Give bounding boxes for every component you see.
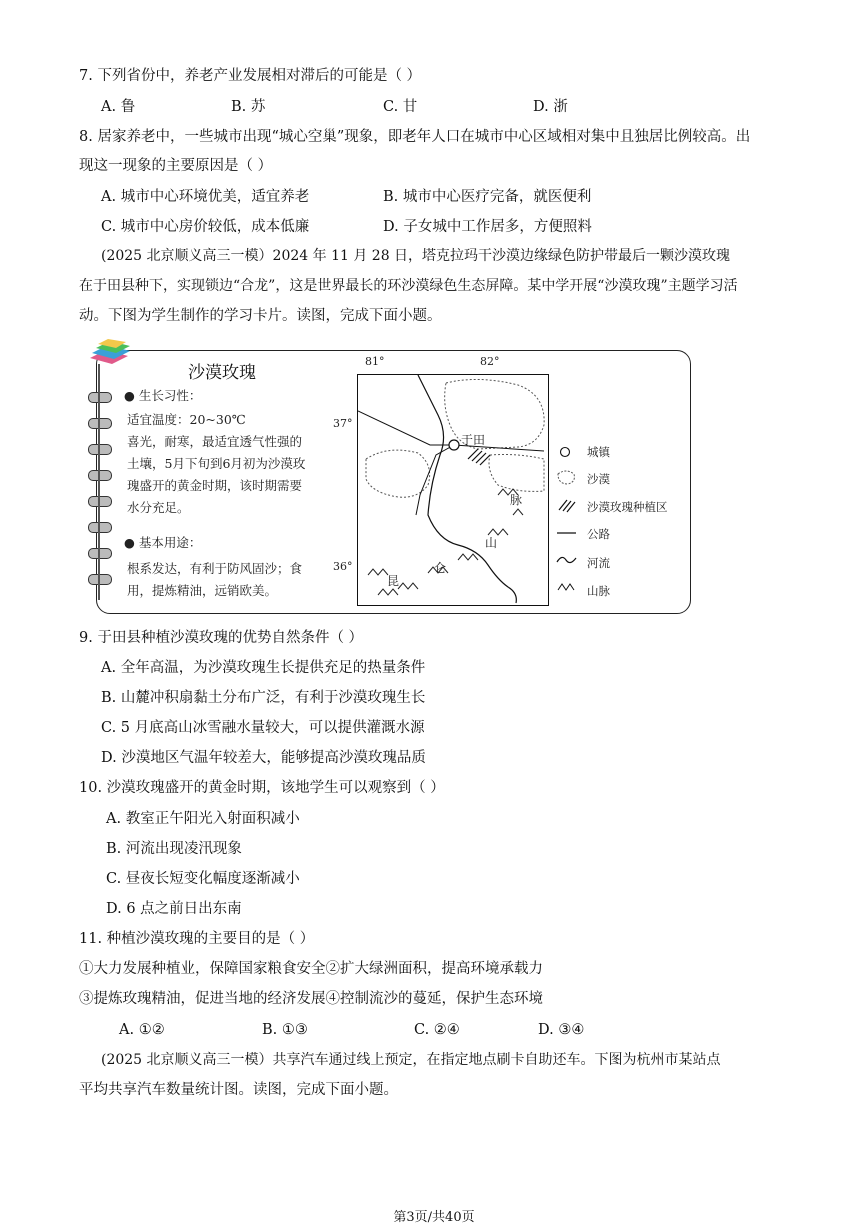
binder-ring	[88, 470, 112, 481]
section1-heading: ● 生长习性：	[124, 388, 202, 403]
desert-area	[445, 379, 544, 449]
mountain-label: 脉	[510, 493, 523, 507]
q9-option-c: C. 5 月底高山冰雪融水量较大，可以提供灌溉水源	[101, 720, 425, 736]
section2-line: 用，提炼精油，远销欧美。	[127, 583, 278, 598]
road-line	[358, 411, 454, 445]
town-marker	[449, 440, 459, 450]
q11-statements-line2: ③提炼玫瑰精油，促进当地的经济发展④控制流沙的蔓延，保护生态环境	[79, 991, 543, 1007]
section1-line: 喜光，耐寒，最适宜透气性强的	[127, 434, 303, 449]
q7-stem: 7. 下列省份中，养老产业发展相对滞后的可能是（ ）	[79, 68, 422, 84]
mountain-label: 山	[485, 536, 498, 550]
legend-label-planting: 沙漠玫瑰种植区	[587, 500, 668, 514]
lat-label-36: 36°	[333, 560, 353, 573]
q9-option-b: B. 山麓冲积扇黏土分布广泛，有利于沙漠玫瑰生长	[101, 690, 426, 706]
intro2-line1: (2025 北京顺义高三一模）共享汽车通过线上预定，在指定地点刷卡自助还车。下图为杭州市某站点	[101, 1052, 721, 1068]
q11-option-b: B. ①③	[262, 1022, 308, 1038]
q7-option-b: B. 苏	[231, 99, 266, 115]
lat-label-37: 37°	[333, 417, 353, 430]
intro1-line3: 动。下图为学生制作的学习卡片。读图，完成下面小题。	[79, 308, 442, 324]
q7-option-c: C. 甘	[383, 99, 418, 115]
books-icon	[86, 338, 132, 368]
q9-option-a: A. 全年高温，为沙漠玫瑰生长提供充足的热量条件	[101, 660, 426, 676]
legend-label-desert: 沙漠	[587, 472, 610, 486]
section2-heading: ● 基本用途：	[124, 535, 202, 550]
planting-legend-icon	[559, 500, 575, 512]
q8-option-a: A. 城市中心环境优美，适宜养老	[101, 189, 310, 205]
section1-line: 水分充足。	[127, 500, 190, 515]
q8-option-b: B. 城市中心医疗完备，就医便利	[383, 189, 592, 205]
binder-ring	[88, 522, 112, 533]
planting-area	[468, 449, 490, 465]
q11-stem: 11. 种植沙漠玫瑰的主要目的是（ ）	[79, 931, 315, 947]
section1-line: 瑰盛开的黄金时期，该时期需要	[127, 478, 303, 493]
desert-legend-icon	[558, 471, 574, 484]
mountain-label: 昆	[387, 574, 400, 588]
intro2-line2: 平均共享汽车数量统计图。读图，完成下面小题。	[79, 1082, 398, 1098]
road-line	[416, 445, 454, 515]
legend-label-town: 城镇	[587, 445, 610, 459]
q10-option-c: C. 昼夜长短变化幅度逐渐减小	[106, 871, 300, 887]
river-legend-icon	[557, 557, 576, 562]
desert-area	[366, 450, 430, 497]
lon-label-82: 82°	[480, 355, 500, 368]
mountain-label: 仑	[434, 561, 447, 575]
bullet-icon: ●	[124, 535, 135, 550]
desert-area	[489, 455, 544, 492]
page-number: 第3页/共40页	[393, 1210, 475, 1225]
lon-label-81: 81°	[365, 355, 385, 368]
q9-stem: 9. 于田县种植沙漠玫瑰的优势自然条件（ ）	[79, 630, 364, 646]
section1-line: 适宜温度：20~30℃	[127, 412, 246, 427]
q7-option-d: D. 浙	[533, 99, 568, 115]
q9-option-d: D. 沙漠地区气温年较差大，能够提高沙漠玫瑰品质	[101, 750, 426, 766]
bullet-icon: ●	[124, 388, 135, 403]
q8-option-d: D. 子女城中工作居多，方便照料	[383, 219, 592, 235]
q8-stem-line2: 现这一现象的主要原因是（ ）	[79, 158, 273, 174]
binder-ring	[88, 574, 112, 585]
card-title: 沙漠玫瑰	[188, 363, 256, 383]
river-line	[418, 375, 516, 603]
town-legend-icon	[561, 448, 570, 457]
legend-label-river: 河流	[587, 556, 610, 570]
binder-ring	[88, 548, 112, 559]
q8-stem-line1: 8. 居家养老中，一些城市出现“城心空巢”现象，即老年人口在城市中心区域相对集中且独居比例较高。出	[79, 129, 751, 145]
binder-ring	[88, 444, 112, 455]
q11-option-c: C. ②④	[414, 1022, 460, 1038]
q11-statements-line1: ①大力发展种植业，保障国家粮食安全②扩大绿洲面积，提高环境承载力	[79, 961, 543, 977]
binder-ring	[88, 496, 112, 507]
map-figure	[357, 374, 549, 606]
map-place-label: 于田	[461, 433, 486, 447]
q10-option-b: B. 河流出现凌汛现象	[106, 841, 242, 857]
legend-label-mountain: 山脉	[587, 584, 610, 598]
q10-stem: 10. 沙漠玫瑰盛开的黄金时期，该地学生可以观察到（ ）	[79, 780, 445, 796]
map-drawing	[358, 375, 548, 605]
mountain-legend-icon	[558, 584, 574, 590]
q10-option-d: D. 6 点之前日出东南	[106, 901, 242, 917]
intro1-line2: 在于田县种下，实现锁边“合龙”，这是世界最长的环沙漠绿色生态屏障。某中学开展“沙漠玫瑰”主题学习活	[79, 278, 738, 294]
q11-option-a: A. ①②	[119, 1022, 165, 1038]
q10-option-a: A. 教室正午阳光入射面积减小	[106, 811, 300, 827]
q8-option-c: C. 城市中心房价较低，成本低廉	[101, 219, 310, 235]
section1-line: 土壤，5月下旬到6月初为沙漠玫	[127, 456, 306, 471]
q7-option-a: A. 鲁	[101, 99, 136, 115]
intro1-line1: (2025 北京顺义高三一模）2024 年 11 月 28 日，塔克拉玛干沙漠边缘绿色防护带最后一颗沙漠玫瑰	[101, 248, 731, 264]
section2-line: 根系发达，有利于防风固沙；食	[127, 561, 303, 576]
binder-ring	[88, 392, 112, 403]
binder-spine	[98, 364, 100, 600]
legend-symbols	[556, 444, 578, 594]
legend-label-road: 公路	[587, 527, 610, 541]
q11-option-d: D. ③④	[538, 1022, 585, 1038]
binder-ring	[88, 418, 112, 429]
